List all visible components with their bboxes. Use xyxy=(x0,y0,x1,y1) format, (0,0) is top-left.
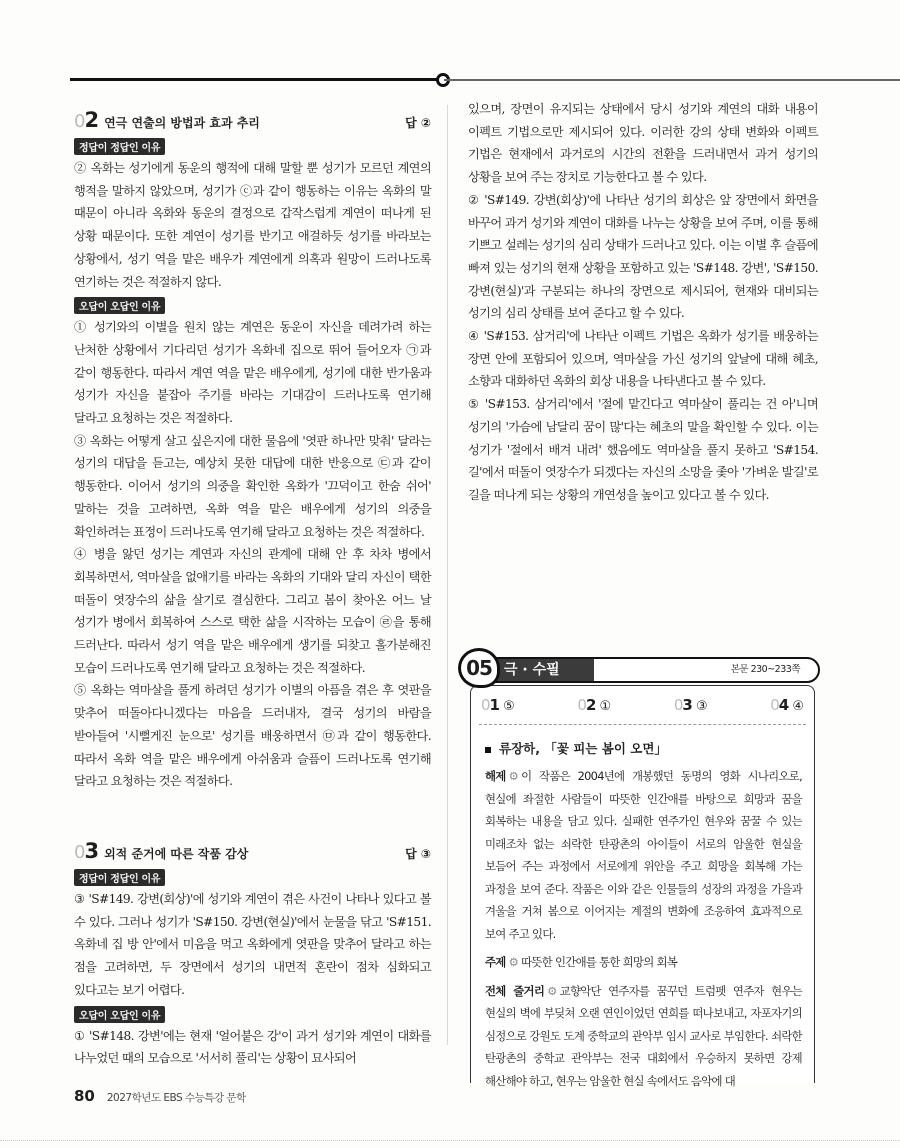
answer-key-item: 02 ① xyxy=(577,696,612,714)
gear-icon: ⚙ xyxy=(508,955,519,969)
question-title: 연극 연출의 방법과 효과 추리 xyxy=(104,116,260,130)
header-rule-right xyxy=(444,79,900,81)
wrong-reason-badge: 오답이 오답인 이유 xyxy=(74,1006,165,1023)
question-header xyxy=(74,839,431,865)
right-column xyxy=(468,98,818,507)
scan-edge xyxy=(0,1140,900,1143)
answer-key-item: 03 ③ xyxy=(673,696,708,714)
square-bullet-icon xyxy=(485,747,491,753)
correct-reason-text: ② 옥화는 성기에게 동운의 행적에 대해 말할 뿐 성기가 모르던 계연의 행적을 말하지 않았으며, 성기가 ⓒ과 같이 행동하는 이유는 옥화의 말 때문이 아니라 옥화와 동운의 결정으로 갑작스럽게 계연이 떠나게 된 상황 때문이다. 또한 계연이 성기를 반기고 애걸하듯 성기를 바라보는 상황에서, 성기 역을 맡은 배우가 계연에게 의혹과 원망이 드러나도록 연기하는 것은 적절하지 않다. xyxy=(74,161,431,289)
gear-icon: ⚙ xyxy=(547,983,557,998)
theme-paragraph: 주제 ⚙ 따뜻한 인간애를 통한 희망의 회복 xyxy=(485,955,678,969)
question-number: 02 xyxy=(74,108,99,132)
answer-key-item: 04 ④ xyxy=(770,696,804,714)
continued-text: 있으며, 장면이 유지되는 상태에서 당시 성기와 계연의 대화 내용이 이펙트 기법으로만 제시되어 있다. 이러한 강의 상태 변화와 이펙트 기법은 현재에서 과거로의 시간의 전환을 드러내면서 과거 성기의 상황을 보여 주는 장치로 기능한다고 볼 수 있다. xyxy=(468,102,818,185)
wrong-reason-item: ② 'S#149. 강변(회상)'에 나타난 성기의 회상은 앞 장면에서 화면을 바꾸어 과거 성기와 계연이 대화를 나누는 상황을 보여 주며, 이를 통해 기쁘고 설레는 성기의 심리 상태가 드러나고 있다. 이는 이별 후 슬픔에 빠져 있는 성기의 현재 상황을 포함하고 있는 'S#148. 강변', 'S#150. 강변(현실)'과 구분되는 하나의 장면으로 제시되어, 현재와 대비되는 성기의 심리 상태를 보여 준다고 할 수 있다. xyxy=(468,192,818,321)
plot-paragraph: 전체 줄거리 ⚙ 교향악단 연주자를 꿈꾸던 트럼펫 연주자 현우는 현실의 벽에 부딪쳐 오랜 연인이었던 연희를 떠나보내고, 자포자기의 심정으로 강원도 도계 중학교의 관악부 임시 교사로 부임한다. 쇠락한 탄광촌의 중학교 관악부는 전국 대회에서 우승하지 못하면 강제 해산해야 하고, 현우는 암울한 현실 속에서도 음악에 대 xyxy=(485,983,802,1088)
section-box xyxy=(470,685,815,1088)
header-rule-left xyxy=(70,78,440,81)
wrong-reason-item: ① 성기와의 이별을 원치 않는 계연은 동운이 자신을 데려가려 하는 난처한 상황에서 기다리던 성기가 옥화네 집으로 뛰어 들어오자 ㉠과 같이 행동한다. 따라서 계연 역을 맡은 배우에게, 성기에 대한 반가움과 성기가 자신을 붙잡아 주기를 바라는 기대감이 드러나도록 연기해 달라고 요청하는 것은 적절하다. xyxy=(74,320,431,426)
page-footer xyxy=(74,1087,246,1105)
wrong-reason-item: ⑤ 옥화는 역마살을 풀게 하려던 성기가 이별의 아픔을 겪은 후 엿판을 맞추어 떠돌아다니겠다는 마음을 드러내자, 결국 성기의 바람을 받아들여 '시뻘게진 눈으로' 성기를 배웅하면서 ㉤과 같이 행동한다. 따라서 옥화 역을 맡은 배우에게 아쉬움과 슬픔이 드러나도록 연기해 달라고 요청하는 것은 적절하다. xyxy=(74,683,431,789)
section-header xyxy=(458,648,818,686)
section-number: 05 xyxy=(458,648,500,688)
question-title: 외적 준거에 따른 작품 감상 xyxy=(104,846,249,861)
section-page-ref: 본문 230~233쪽 xyxy=(730,664,800,675)
wrong-reason-item: ④ 'S#153. 삼거리'에 나타난 이펙트 기법은 옥화가 성기를 배웅하는 장면 안에 포함되어 있으며, 역마살을 가신 성기의 앞날에 대해 혜초, 소향과 대화하던 옥화의 회상 내용을 나타낸다고 볼 수 있다. xyxy=(468,329,818,389)
wrong-reason-badge: 오답이 오답인 이유 xyxy=(74,297,165,314)
haeje-paragraph: 해제 ⚙ 이 작품은 2004년에 개봉했던 동명의 영화 시나리오로, 현실에 좌절한 사람들이 따뜻한 인간애를 바탕으로 희망과 꿈을 회복하는 내용을 담고 있다. 실패한 연주가인 현우와 꿈꿀 수 있는 미래조차 없는 쇠락한 탄광촌의 아이들이 서로의 암울한 현실을 보듬어 주는 과정에서 서로에게 위안을 주고 희망을 회복해 가는 과정을 보여 준다. 작품은 이와 같은 인물들의 성장의 과정을 가을과 겨울을 거쳐 봄으로 이어지는 계절의 변화에 조응하여 효과적으로 보여 주고 있다. xyxy=(485,769,802,941)
gear-icon: ⚙ xyxy=(508,769,519,783)
correct-reason-badge: 정답이 정답인 이유 xyxy=(74,138,165,155)
section-title-bar xyxy=(488,657,820,683)
wrong-reason-item: ① 'S#148. 강변'에는 현재 '얼어붙은 강'이 과거 성기와 계연이 대화를 나누었던 때의 모습으로 '서서히 풀리'는 상황이 묘사되어 xyxy=(74,1028,431,1066)
question-2 xyxy=(74,108,431,793)
wrong-reason-item: ③ 옥화는 어떻게 살고 싶은지에 대한 물음에 '엿판 하나만 맞춰' 달라는 성기의 대답을 듣고는, 예상치 못한 대답에 대한 반응으로 ㉢과 같이 행동한다. 이어서 성기의 의중을 확인한 옥화가 '끄덕이고 한숨 쉬어' 말하는 것을 고려하면, 옥화 역을 맡은 배우에게 성기의 의중을 확인하려는 표정이 드러나도록 연기해 달라고 요청하는 것은 적절하다. xyxy=(74,433,431,539)
question-answer: 답 ② xyxy=(405,116,431,130)
correct-reason-badge: 정답이 정답인 이유 xyxy=(74,869,165,886)
wrong-reason-item: ⑤ 'S#153. 삼거리'에서 '절에 맡긴다고 역마살이 풀리는 건 아'니며 성기의 '가슴에 남달리 꿈이 많'다는 혜초의 말을 확인할 수 있다. 이는 성기가 '절에서 배겨 내려' 했음에도 역마살을 풀지 못하고 'S#154. 길'에서 떠돌이 엿장수가 되겠다는 자신의 소망을 좇아 '가벼운 발길'로 길을 떠나게 되는 상황의 개연성을 높이고 있다고 볼 수 있다. xyxy=(468,397,818,502)
work-summary xyxy=(471,725,814,1092)
question-number: 03 xyxy=(74,838,99,863)
answer-key-row xyxy=(479,686,806,725)
section-title: 극 · 수필 xyxy=(490,659,594,681)
question-3 xyxy=(74,839,431,1070)
answer-key-item: 01 ⑤ xyxy=(481,696,515,714)
book-title: 2027학년도 EBS 수능특강 문학 xyxy=(106,1092,246,1104)
question-header xyxy=(74,108,431,134)
page-number: 80 xyxy=(74,1087,95,1105)
left-column xyxy=(74,108,431,1070)
wrong-reason-item: ④ 병을 앓던 성기는 계연과 자신의 관계에 대해 안 후 차차 병에서 회복하면서, 역마살을 없애기를 바라는 옥화의 기대와 달리 자신이 택한 떠돌이 엿장수의 삶을 살기로 결심한다. 그리고 봄이 찾아온 어느 날 성기가 병에서 회복하여 스스로 택한 삶을 시작하는 모습이 ㉣을 통해 드러난다. 따라서 성기 역을 맡은 배우에게 생기를 되찾고 홀가분해진 모습이 드러나도록 연기해 달라고 요청하는 것은 적절하다. xyxy=(74,547,431,675)
correct-reason-text: ③ 'S#149. 강변(회상)'에 성기와 계연이 겪은 사건이 나타나 있다고 볼 수 있다. 그러나 성기가 'S#150. 강변(현실)'에서 눈물을 닦고 'S#151. 옥화네 집 방 안'에서 미음을 먹고 옥화에게 엿판을 맞추어 달라고 하는 점을 고려하면, 두 장면에서 성기의 내면적 혼란이 점차 심화되고 있다고는 보기 어렵다. xyxy=(74,891,431,997)
work-title: 류장하, 「꽃 피는 봄이 오면」 xyxy=(485,739,802,757)
column-divider xyxy=(447,105,448,1045)
question-answer: 답 ③ xyxy=(405,846,431,861)
